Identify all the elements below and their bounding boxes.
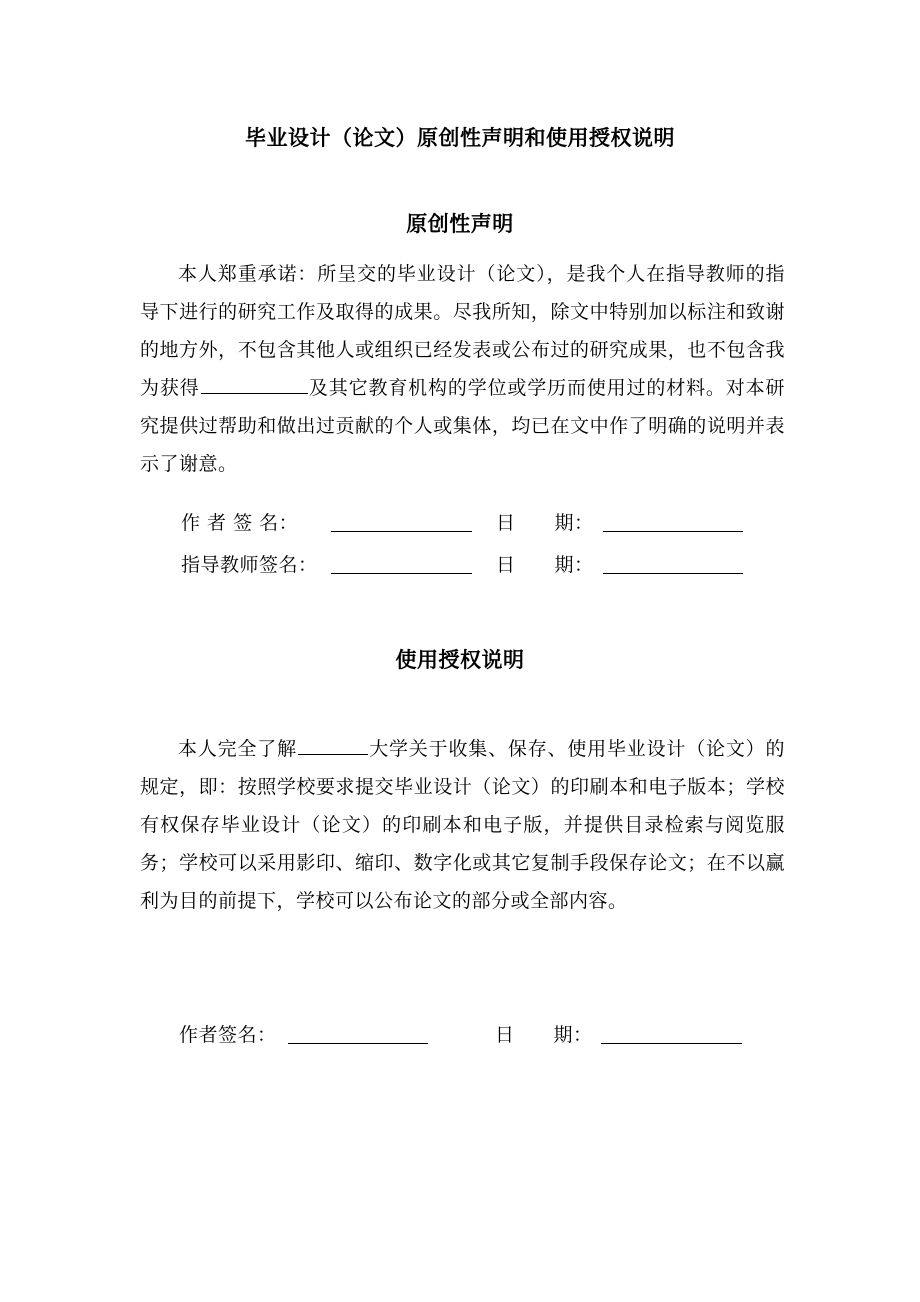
advisor-signature-label: 指导教师签名： bbox=[181, 554, 318, 576]
usage-authorization-heading: 使用授权说明 bbox=[395, 648, 525, 672]
degree-blank-line[interactable] bbox=[201, 392, 308, 394]
document-title: 毕业设计（论文）原创性声明和使用授权说明 bbox=[245, 126, 675, 150]
author-signature-label: 作 者 签 名： bbox=[181, 512, 299, 534]
advisor-signature-line[interactable] bbox=[331, 572, 472, 574]
university-blank-line[interactable] bbox=[298, 753, 368, 755]
authorization-author-signature-line[interactable] bbox=[288, 1042, 428, 1044]
originality-declaration-heading: 原创性声明 bbox=[406, 212, 514, 236]
advisor-date-label: 日 期： bbox=[496, 554, 594, 576]
authorization-text-part1: 本人完全了解 bbox=[178, 738, 297, 760]
authorization-signature-row bbox=[0, 1020, 920, 1050]
authorization-text-part2: 大学关于收集、保存、使用毕业设计（论文）的规定，即：按照学校要求提交毕业设计（论文）的印刷本和电子版本；学校有权保存毕业设计（论文）的印刷本和电子版，并提供目录检索与阅览服务；学校可以采用影印、缩印、数字化或其它复制手段保存论文；在不以赢利为目的前提下，学校可以公布论文的部分或全部内容。 bbox=[140, 738, 785, 912]
author-date-label: 日 期： bbox=[496, 512, 594, 534]
declaration-text-part2: 及其它教育机构的学位或学历而使用过的材料。对本研究提供过帮助和做出过贡献的个人或集体，均已在文中作了明确的说明并表示了谢意。 bbox=[140, 377, 785, 475]
author-signature-line[interactable] bbox=[331, 530, 472, 532]
authorization-date-line[interactable] bbox=[601, 1042, 742, 1044]
originality-declaration-body bbox=[140, 255, 785, 483]
usage-authorization-body bbox=[140, 730, 785, 920]
author-signature-row bbox=[0, 508, 920, 538]
advisor-signature-row bbox=[0, 550, 920, 580]
authorization-date-label: 日 期： bbox=[495, 1024, 593, 1046]
author-date-line[interactable] bbox=[603, 530, 743, 532]
declaration-text-part1: 本人郑重承诺：所呈交的毕业设计（论文），是我个人在指导教师的指导下进行的研究工作及取得的成果。尽我所知，除文中特别加以标注和致谢的地方外，不包含其他人或组织已经发表或公布过的研究成果，也不包含我为获得 bbox=[140, 263, 785, 399]
authorization-author-signature-label: 作者签名： bbox=[179, 1024, 277, 1046]
advisor-date-line[interactable] bbox=[603, 572, 743, 574]
